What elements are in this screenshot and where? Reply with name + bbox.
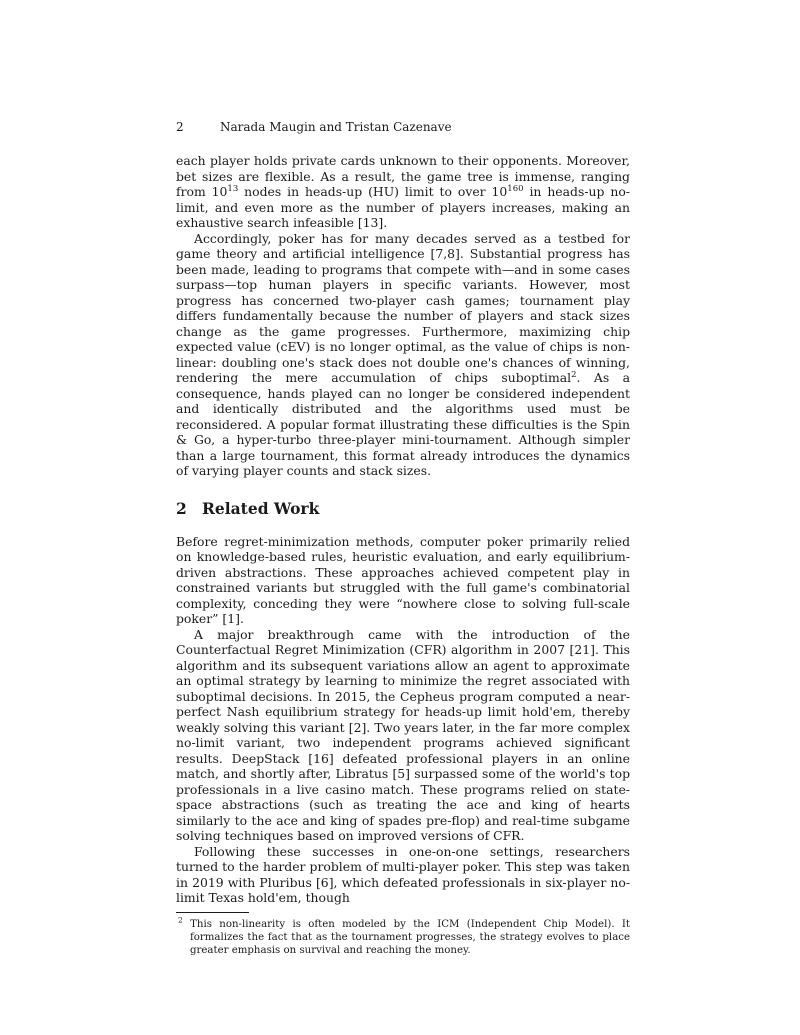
footnote-text: This non-linearity is often modeled by the ICM (Independent Chip Model). It formalizes the fact that as the tournament progresses, the strategy evolves to place greater emphasis on survival and reaching the money.	[190, 918, 630, 956]
related-work-paragraph-2: A major breakthrough came with the introduction of the Counterfactual Regret Minimization (CFR) algorithm in 2007 [21]. This algorithm and its subsequent variations allow an agent to approximate an optimal strategy by learning to minimize the regret associated with suboptimal decisions. In 2015, the Cepheus program computed a near-perfect Nash equilibrium strategy for heads-up limit hold'em, thereby weakly solving this variant [2]. Two years later, in the far more complex no-limit variant, two independent programs achieved significant results. DeepStack [16] defeated professional players in an online match, and shortly after, Libratus [5] surpassed some of the world's top professionals in a live casino match. These programs relied on state-space abstractions (such as treating the ace and king of hearts similarly to the ace and king of spades pre-flop) and real-time subgame solving techniques based on improved versions of CFR.	[176, 626, 630, 843]
related-work-paragraph-1: Before regret-minimization methods, computer poker primarily relied on knowledge-based rules, heuristic evaluation, and early equilibrium-driven abstractions. These approaches achieved competent play in constrained variants but struggled with the full game's combinatorial complexity, conceding they were “nowhere close to solving full-scale poker” [1].	[176, 533, 630, 626]
footnote-reference[interactable]: 2	[571, 369, 577, 380]
paper-page	[176, 120, 630, 957]
page-number: 2	[176, 120, 184, 134]
footnote-marker: 2	[178, 915, 183, 925]
exponent: 13	[227, 183, 239, 194]
running-head	[176, 120, 630, 135]
section-heading	[176, 499, 630, 518]
intro-paragraph-1: each player holds private cards unknown to their opponents. Moreover, bet sizes are flexible. As a result, the game tree is immense, ranging from $10^{13}$ nodes in heads-up (HU) limit to over $10^{160}$ in heads-up no-limit, and even more as the number of players increases, making an exhaustive search infeasible [13].	[176, 153, 630, 230]
section-number: 2	[176, 498, 187, 518]
intro-paragraph-2: Accordingly, poker has for many decades served as a testbed for game theory and artificial intelligence [7,8]. Substantial progress has been made, leading to programs that compete with—and in some cases surpass—top human players in specific variants. However, most progress has concerned two-player cash games; tournament play differs fundamentally because the number of players and stack sizes change as the game progresses. Furthermore, maximizing chip expected value (cEV) is no longer optimal, as the value of chips is non-linear: doubling one's stack does not double one's chances of winning, rendering the mere accumulation of chips suboptimal$^2$. As a consequence, hands played can no longer be considered independent and identically distributed and the algorithms used must be reconsidered. A popular format illustrating these difficulties is the Spin & Go, a hyper-turbo three-player mini-tournament. Although simpler than a large tournament, this format already introduces the dynamics of varying player counts and stack sizes.	[176, 230, 630, 478]
footnote	[176, 915, 630, 957]
author-names: Narada Maugin and Tristan Cazenave	[220, 120, 452, 134]
exponent: 160	[507, 183, 524, 194]
footnote-divider	[176, 912, 249, 913]
section-title: Related Work	[202, 498, 320, 518]
related-work-paragraph-3: Following these successes in one-on-one settings, researchers turned to the harder problem of multi-player poker. This step was taken in 2019 with Pluribus [6], which defeated professionals in six-player no-limit Texas hold'em, though	[176, 843, 630, 905]
